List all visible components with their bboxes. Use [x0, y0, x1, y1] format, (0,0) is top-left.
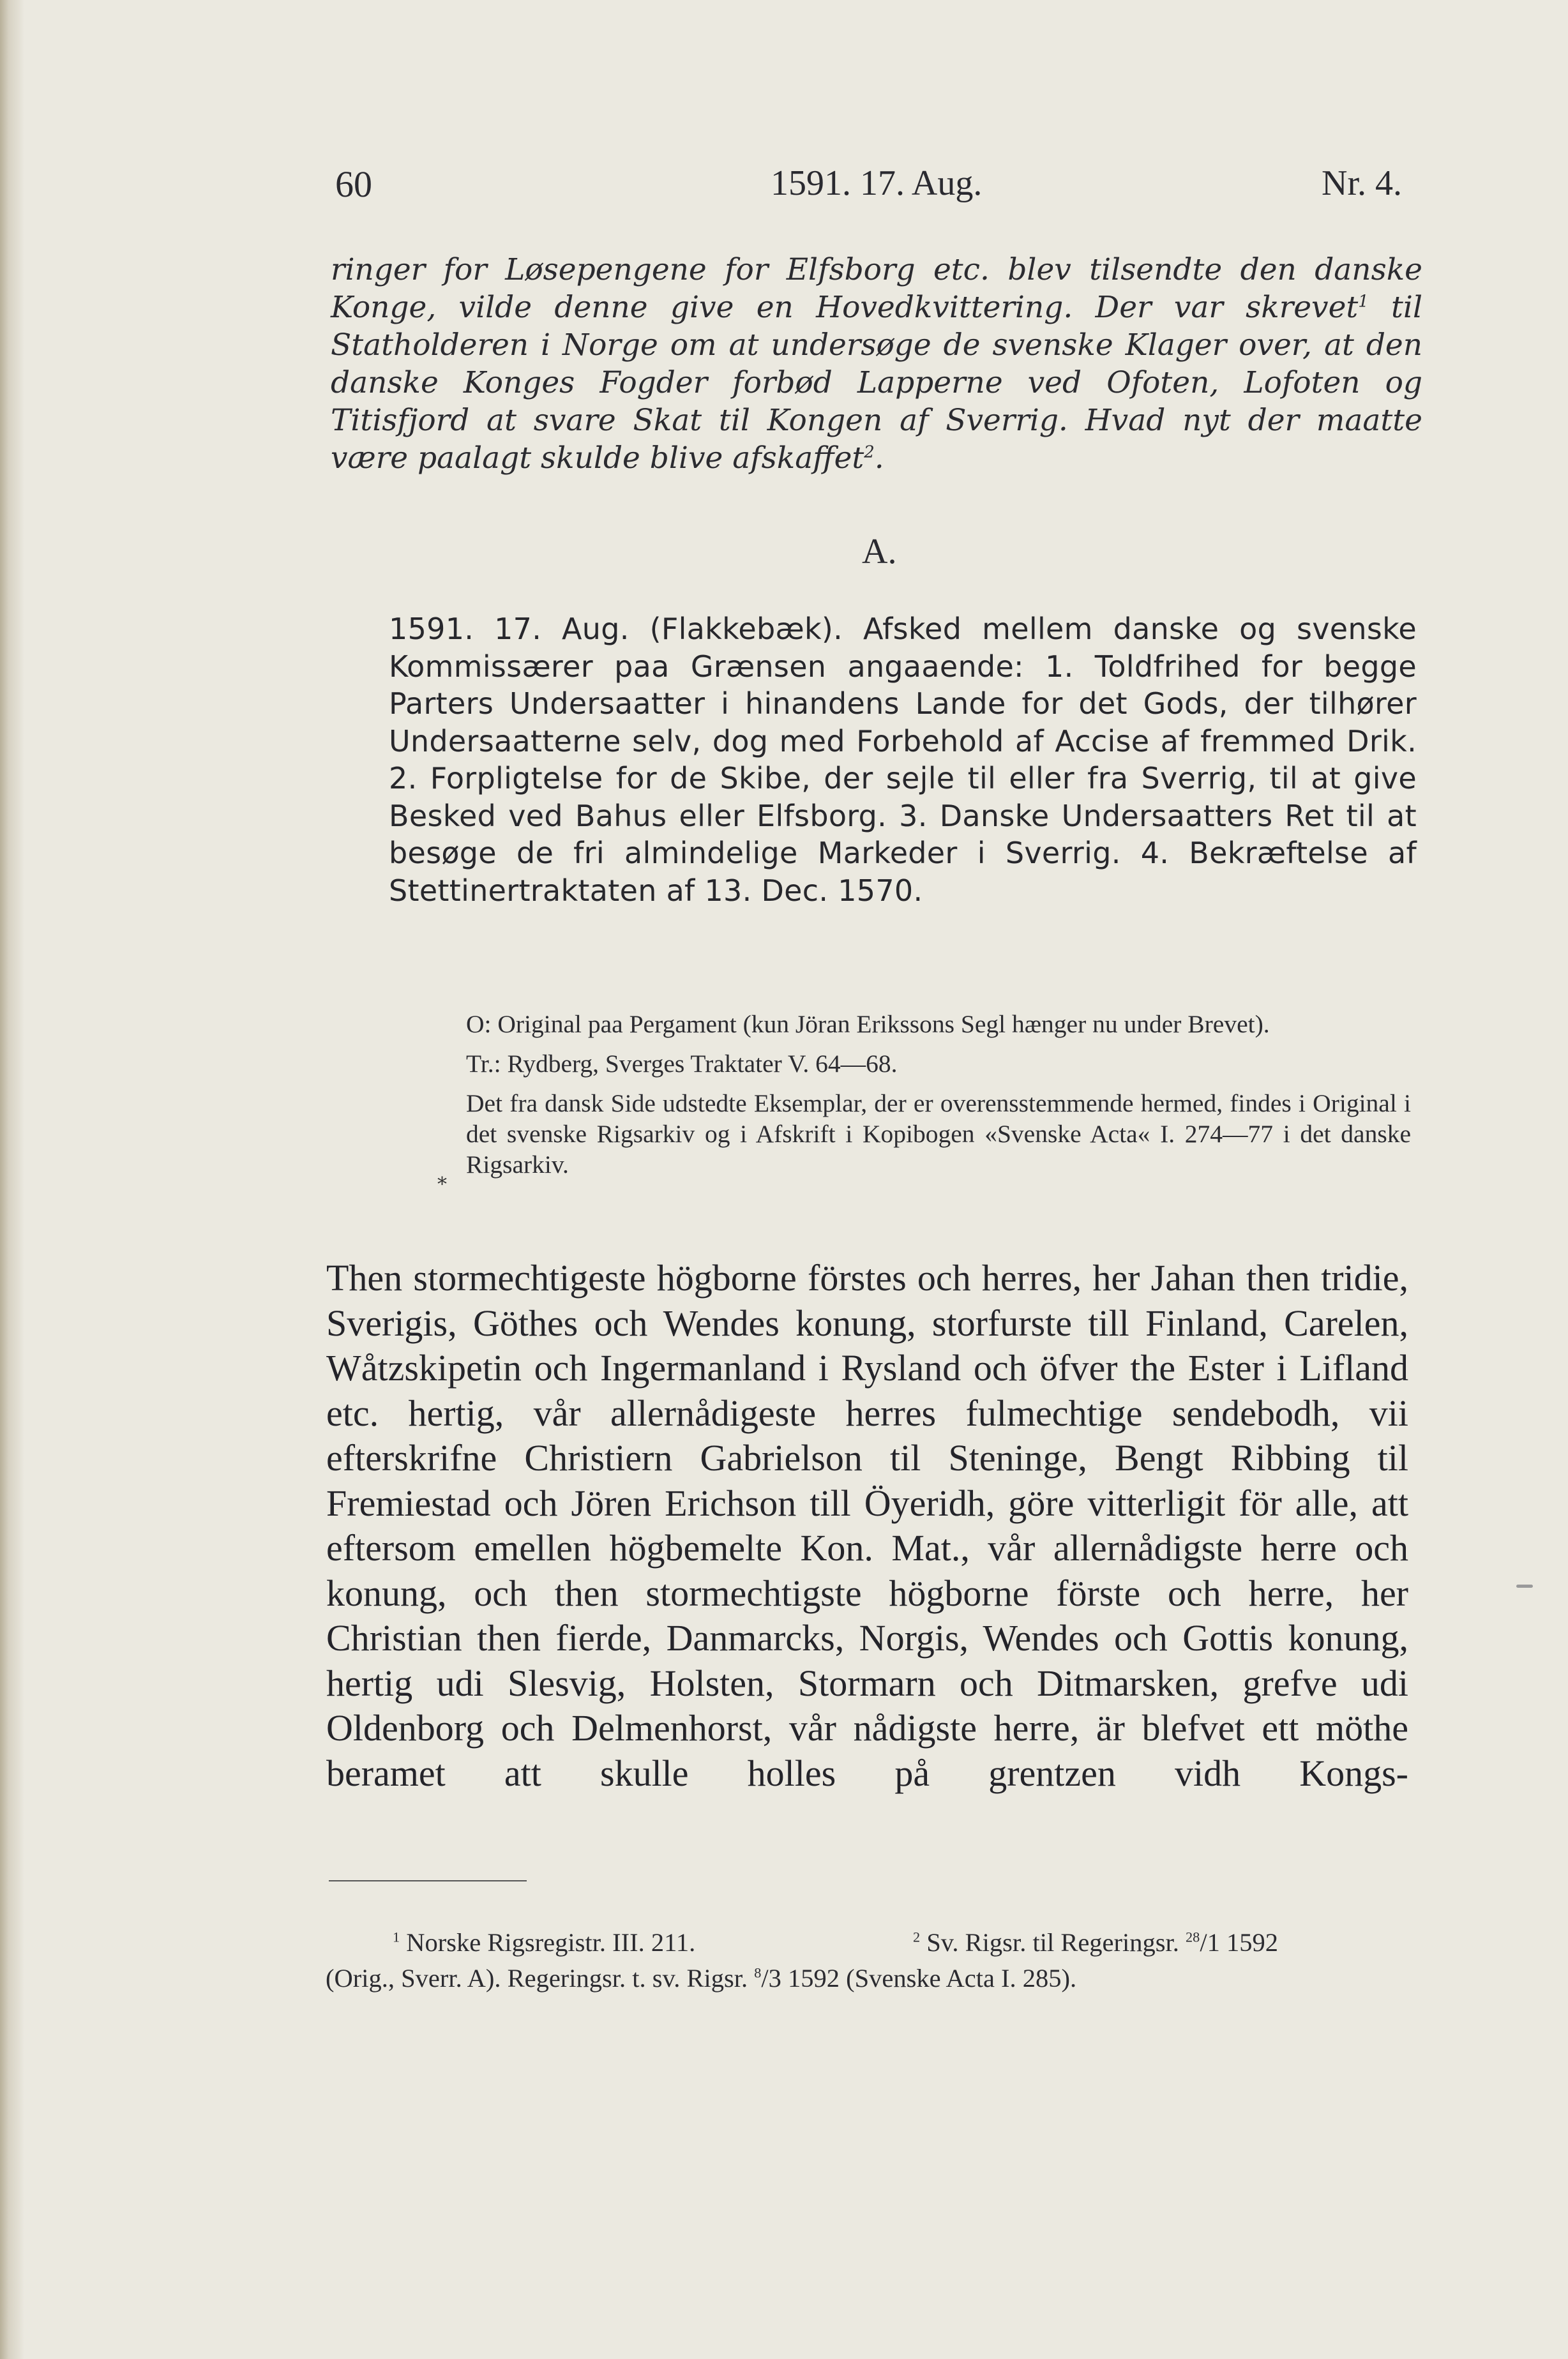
footnote-2-cont-text: (Orig., Sverr. A). Regeringsr. t. sv. Rigsr. — [326, 1964, 755, 1993]
footnote-1-mark: 1 — [393, 1929, 400, 1945]
footnote-divider — [329, 1880, 527, 1881]
source-note: Det fra dansk Side udstedte Eksemplar, der er overensstemmende hermed, findes i Original i det svenske Rigsarkiv og i Afskrift i Kopibogen «Svenske Acta« I. 274—77 i det danske Rigsarkiv. — [466, 1089, 1411, 1179]
footnote-1-text: Norske Rigsregistr. III. 211. — [400, 1928, 696, 1957]
main-text: Then stormechtigeste högborne förstes och herres, her Jahan then tridie, Sverigis, Göthes och Wendes konung, storfurste till Finland, Carelen, Wåtzskipetin och Ingermanland i Rysland och öfver the Ester i Lifland etc. hertig, vår allernådigeste herres fulmechtige sendebodh, vii efterskrifne Christiern Gabrielson til Steninge, Bengt Ribbing til Fremiestad och Jören Erichson till Öyeridh, göre vitterligit för alle, att eftersom emellen högbemelte Kon. Mat., vår allernådigste herre och konung, och then stormechtigste högborne förste och herre, her Christian then fierde, Danmarcks, Norgis, Wendes och Gottis konung, hertig udi Slesvig, Holsten, Stormarn och Ditmarsken, grefve udi Oldenborg och Delmenhorst, vår nådigste herre, är blefvet ett möthe beramet att skulle holles på grentzen vidh Kongs- — [326, 1257, 1408, 1794]
footnote-2-date-rest: /1 1592 — [1200, 1928, 1278, 1957]
margin-asterisk: * — [437, 1173, 447, 1196]
intro-text-3: . — [874, 441, 884, 476]
footnote-2 — [913, 1925, 1278, 1961]
footnote-2-cont-date-day: 8 — [754, 1964, 762, 1981]
footnote-2-text: Sv. Rigsr. til Regeringsr. — [920, 1928, 1186, 1957]
footnote-ref-1: 1 — [1358, 292, 1369, 312]
running-head-date: 1591. 17. Aug. — [771, 163, 983, 203]
footnote-2-cont-rest: /3 1592 (Svenske Acta I. 285). — [761, 1964, 1077, 1993]
document-number: Nr. 4. — [1322, 163, 1402, 203]
section-heading: A. — [862, 532, 897, 571]
footnote-2-date-day: 28 — [1186, 1929, 1200, 1945]
intro-paragraph — [331, 251, 1422, 477]
footnote-2-mark: 2 — [913, 1929, 921, 1945]
footnote-ref-2: 2 — [864, 442, 875, 462]
footnote-1 — [393, 1925, 695, 1961]
intro-text-1: ringer for Løsepengene for Elfsborg etc. blev tilsendte den danske Konge, vilde denne give en Hovedkvittering. Der var skrevet — [331, 252, 1422, 325]
page-number: 60 — [335, 163, 372, 205]
source-original: O: Original paa Pergament (kun Jöran Erikssons Segl hænger nu under Brevet). — [466, 1010, 1270, 1038]
footnote-2-continued — [326, 1961, 1405, 1996]
intro-text-2: til Statholderen i Norge om at undersøge de svenske Klager over, at den danske Konges Fogder forbød Lapperne ved Ofoten, Lofoten og Titisfjord at svare Skat til Kongen af Sverrig. Hvad nyt der maatte være paalagt skulde blive afskaffet — [331, 290, 1422, 476]
margin-mark — [1516, 1585, 1533, 1588]
footnotes — [326, 1925, 1405, 1996]
source-transcript: Tr.: Rydberg, Sverges Traktater V. 64—68. — [466, 1050, 898, 1078]
document-summary: 1591. 17. Aug. (Flakkebæk). Afsked mellem danske og svenske Kommissærer paa Grænsen angaaende: 1. Toldfrihed for begge Parters Undersaatter i hinandens Lande for det Gods, der tilhører Undersaatterne selv, dog med Forbehold af Accise af fremmed Drik. 2. Forpligtelse for de Skibe, der sejle til eller fra Sverrig, til at give Besked ved Bahus eller Elfsborg. 3. Danske Undersaatters Ret til at besøge de fri almindelige Markeder i Sverrig. 4. Bekræftelse af Stettinertraktaten af 13. Dec. 1570. — [389, 612, 1417, 908]
page-edge-shadow — [0, 0, 24, 2359]
source-notes — [466, 1009, 1411, 1189]
